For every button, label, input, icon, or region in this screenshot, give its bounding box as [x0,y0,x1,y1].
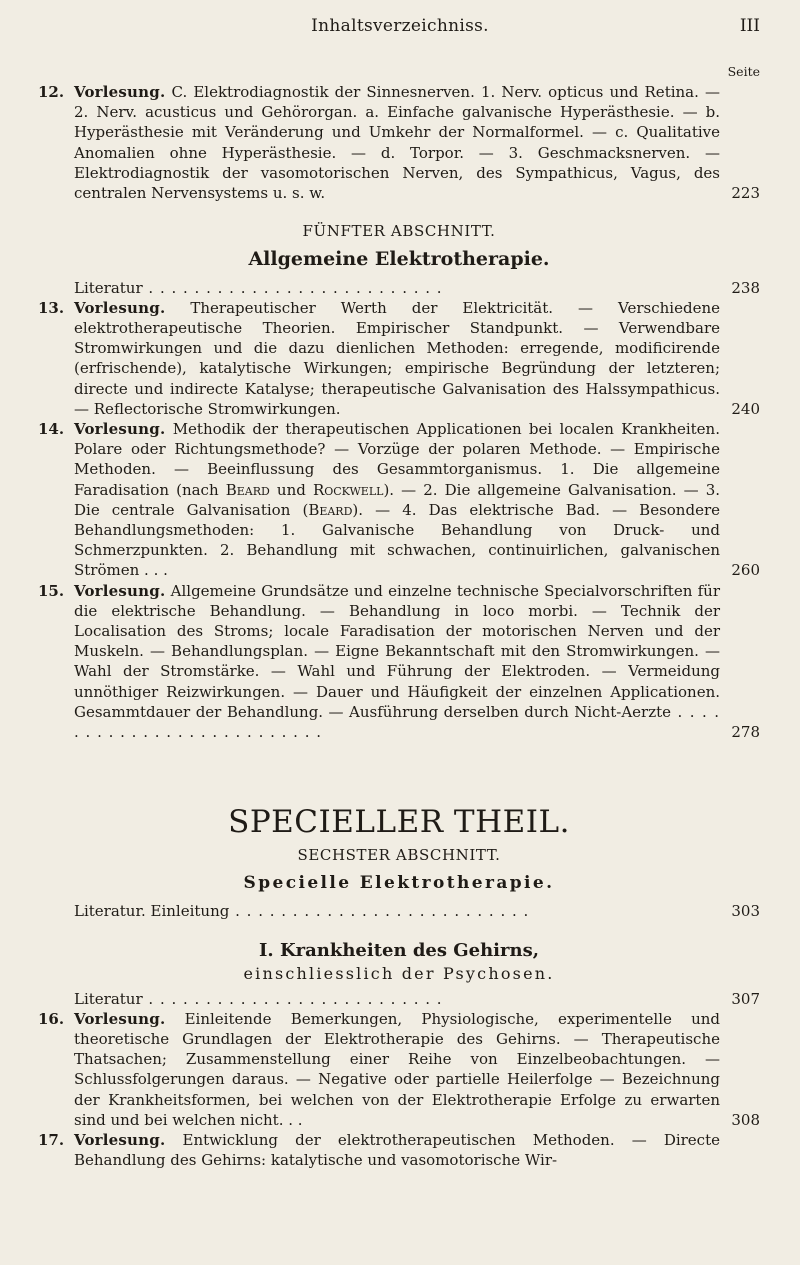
intro-page: 303 [731,901,760,920]
literature-page: 307 [731,989,760,1008]
chapter-title: I. Krankheiten des Gehirns, [259,940,539,962]
entry-description: Einleitende Bemerkungen, Physiologische, experimentelle und theoretische Grundlagen der Elektrotherapie des Gehirns. — Therapeutische Thatsachen; Zusammenstellung einer Reihe von Einzelbeobachtungen. — Schlussfolgerungen daraus. — Negative oder partielle Heilerfolge — Bezeichnung der Krankheitsformen, bei welchen von der Elektrotherapie Erfolge zu erwarten sind und bei welchen nicht. . . [74,1009,720,1129]
entry-number: 16. [38,1009,65,1028]
entry-label: Vorlesung. [74,1130,166,1149]
leader-dots [143,279,443,297]
leader-dots [229,902,529,920]
entry-description-a: Methodik der therapeutischen Applicationen bei localen Krankheiten. Polare oder Richtungsmethode? — Vorzüge der polaren Methode. — Empirische Methoden. — Beeinflussung des Gesammtorganismus. 1. Die allgemeine Faradisation (nach [74,420,720,499]
toc-entry [38,419,760,581]
running-header [40,10,760,42]
author-name: Rockwell [312,480,384,499]
entry-page: 278 [731,723,760,742]
header-title: Inhaltsverzeichniss. [311,16,489,36]
entry-label: Vorlesung. [74,420,166,439]
entry-description: C. Elektrodiagnostik der Sinnesnerven. 1. Nerv. opticus und Retina. — 2. Nerv. acusticus und Gehörorgan. a. Einfache galvanische Hyperästhesie. — b. Hyperästhesie mit Veränderung und Umkehr der Normalformel. — c. Qualitative Anomalien ohne Hyperästhesie. — d. Torpor. — 3. Geschmacksnerven. — Elektrodiagnostik der vasomotorischen Nerven, des Sympathicus, Vagus, des centralen Nervensystems u. s. w. [74,83,720,203]
entry-page: 308 [731,1110,760,1129]
header-page-number: III [739,16,760,36]
literature-page: 238 [731,278,760,297]
entry-label: Vorlesung. [74,298,166,317]
intro-label: Literatur. Einleitung [74,901,230,920]
literature-label: Literatur [74,278,143,297]
toc-entry [38,1130,760,1170]
entry-label: Vorlesung. [74,83,166,101]
entry-description: Therapeutischer Werth der Elektricität. — Verschiedene elektrotherapeutische Theorien. Empirischer Standpunkt. — Verwendbare Stromwirkungen und die dazu dienlichen Methoden: erregende, modificirende (erfrischende), katalytische Wirkungen; empirische Begründung der letzteren; directe und indirecte Katalyse; therapeutische Galvanisation des Halssympathicus. — Reflectorische Stromwirkungen. [74,298,720,418]
entry-text [74,581,720,743]
entry-number: 14. [38,420,65,439]
toc-content [38,82,760,1170]
entry-label: Vorlesung. [74,581,166,600]
entry-description-c: ). — 4. Das elektrische Bad. — Besondere Behandlungsmethoden: 1. Galvanische Behandlung von Druck- und Schmerzpunkten. 2. Behandlung mit schwachen, continuirlichen, galvanischen Strömen . . . [74,500,720,580]
entry-number: 15. [38,581,65,600]
entry-description: Entwicklung der elektrotherapeutischen Methoden. — Directe Behandlung des Gehirns: katalytische und vasomotorische Wir- [74,1130,720,1170]
intro-line [38,901,760,921]
author-name: Beard [225,480,270,499]
author-name: Beard [308,500,353,519]
entry-text [74,419,720,581]
entry-page: 260 [731,561,760,580]
toc-entry [38,581,760,743]
section-heading: FÜNFTER ABSCHNITT. [302,222,496,241]
leader-dots [143,990,443,1008]
literature-label: Literatur [74,989,143,1008]
entry-text [74,82,720,203]
literature-line [38,278,760,298]
entry-number: 17. [38,1130,65,1149]
entry-text [74,298,720,419]
entry-description-b: ). — 2. Die allgemeine Galvanisation. — 3. Die centrale Galvanisation ( [74,480,720,519]
entry-text [74,1009,720,1130]
chapter-subtitle: einschliesslich der Psychosen. [243,964,555,984]
toc-entry [38,82,760,203]
entry-page: 240 [731,399,760,418]
entry-number: 12. [38,83,65,101]
toc-entry [38,1009,760,1130]
toc-entry [38,298,760,419]
section-title: Allgemeine Elektrotherapie. [248,248,550,271]
entry-description: Allgemeine Grundsätze und einzelne technische Specialvorschriften für die elektrische Behandlung. — Behandlung in loco morbi. — Technik der Localisation des Stroms; locale Faradisation der motorischen Nerven und der Muskeln. — Behandlungsplan. — Eigne Bekanntschaft mit den Stromwirkungen. — Wahl der Stromstärke. — Wahl und Führung der Elektroden. — Vermeidung unnöthiger Reizwirkungen. — Dauer und Häufigkeit der einzelnen Applicationen. Gesammtdauer der Behandlung. — Ausführung derselben durch Nicht-Aerzte [74,581,720,721]
seite-label: Seite [727,64,760,79]
entry-label: Vorlesung. [74,1009,166,1028]
literature-line [38,989,760,1009]
entry-number: 13. [38,298,65,317]
entry-text [74,1130,720,1170]
section-title: Specielle Elektrotherapie. [243,872,555,893]
part-title: SPECIELLER THEIL. [228,804,570,841]
entry-page: 223 [731,184,760,203]
section-heading: SECHSTER ABSCHNITT. [297,845,501,864]
entry-connector: und [269,480,313,499]
